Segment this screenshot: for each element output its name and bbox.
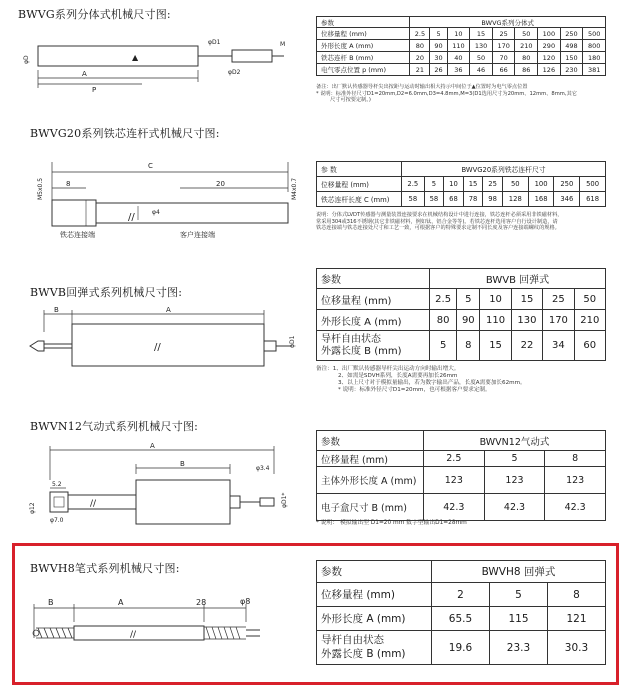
table-row: 电子盒尺寸 B (mm) 42.3 42.3 42.3 — [317, 494, 606, 521]
bwvn12-dia-12: φ12 — [29, 502, 36, 514]
bwvg-section-title: BWVG系列分体式机械尺寸图: — [18, 8, 171, 21]
table-row: 铁芯连杆 B (mm) 20 30 40 50 70 80 120 150 180 — [317, 52, 606, 64]
table-header-model: BWVN12气动式 — [424, 431, 606, 451]
table-row: 外形长度 A (mm) 80 90 110 130 170 210 — [317, 310, 606, 331]
table-header-param: 参数 — [317, 431, 424, 451]
bwvn12-tube — [68, 495, 136, 509]
table-row: 电气零点位置 p (mm) 21 26 36 46 66 86 126 230 381 — [317, 64, 606, 76]
table-row: 导杆自由状态 外露长度 B (mm) 19.6 23.3 30.3 — [317, 631, 606, 665]
bwvn12-dia-34: φ3.4 — [256, 465, 270, 472]
svg-text://: // — [128, 212, 135, 223]
svg-text://: // — [154, 342, 161, 353]
bwvb-spec-table — [316, 268, 606, 361]
bwvb-body — [72, 324, 264, 366]
bwvn12-dim-52: 5.2 — [52, 481, 62, 488]
table-row: 位移量程 (mm) 2 5 8 — [317, 583, 606, 607]
bwvb-section-title: BWVB回弹式系列机械尺寸图: — [30, 286, 183, 299]
table-row: 铁芯连杆长度 C (mm) 58 58 68 78 98 128 168 346 618 — [317, 192, 606, 207]
bwvh8-cable-spring — [204, 627, 246, 639]
bwvn12-dim-a: A — [150, 442, 155, 450]
bwvb-dia-d1: φD1 — [289, 335, 296, 348]
bwvg-dim-d: φD — [23, 55, 30, 64]
svg-text://: // — [130, 630, 137, 640]
bwvb-tip — [30, 341, 44, 351]
table-row: 位移量程 (mm) 2.5 5 10 15 25 50 — [317, 289, 606, 310]
svg-text://: // — [90, 499, 97, 509]
table-row: 位移量程 (mm) 2.5 5 10 15 25 50 100 250 500 — [317, 28, 606, 40]
table-header-param: 参 数 — [317, 162, 402, 177]
bwvh8-dia-8: φ8 — [240, 597, 251, 606]
bwvg20-dim-8: 8 — [66, 180, 71, 188]
svg-text:▲: ▲ — [132, 53, 139, 62]
bwvg-spec-table — [316, 16, 606, 76]
table-header-model: BWVH8 回弹式 — [432, 561, 606, 583]
table-header-param: 参数 — [317, 561, 432, 583]
table-row: 位移量程 (mm) 2.5 5 10 15 25 50 100 250 500 — [317, 177, 606, 192]
bwvg20-dim-20: 20 — [216, 180, 225, 188]
bwvb-dim-a: A — [166, 306, 171, 314]
bwvg20-thread-right: M4x0.7 — [291, 177, 298, 200]
table-header-model: BWVB 回弹式 — [430, 269, 606, 289]
bwvb-notes: 备注：1、出厂默认传感器导杆尖出运动方向时输出增大。 2、如需是SDVH系列，长度A需要再加长26mm 3、以上尺寸对于模拟量输出，若为数字输出产品，长度A需要加长62mm。 * 说明：标准外径尺寸D1=20mm，也可根据客户要求定制。 — [316, 366, 526, 393]
bwvg-body — [38, 46, 198, 66]
bwvb-drawing — [26, 306, 306, 368]
bwvg20-dia-4: φ4 — [152, 209, 160, 216]
bwvn12-section-title: BWVN12气动式系列机械尺寸图: — [30, 420, 199, 433]
bwvn12-dim-b: B — [180, 460, 185, 468]
bwvg-dim-d1: φD1 — [208, 39, 221, 46]
bwvn12-spec-table — [316, 430, 606, 521]
bwvg20-section-title: BWVG20系列铁芯连杆式机械尺寸图: — [30, 127, 220, 140]
bwvg-notes: 备注：出厂默认传感器导杆尖出按距与运动时输出相大持示中间位于▲位置时为电气零点位置 * 说明：标准外径尺寸D1=20mm,D2=6.0mm,D3=4.8mm,M=3(D1选用尺寸为20mm、12mm、8mm,其它 尺寸可按要定制。) — [316, 84, 577, 103]
table-header-param: 参数 — [317, 17, 410, 28]
bwvh8-dim-28: 28 — [196, 598, 207, 607]
bwvg20-thread-left: M5x0.5 — [37, 177, 44, 200]
bwvn12-dia-7: φ7.0 — [50, 517, 64, 524]
bwvn12-tip — [50, 492, 68, 512]
bwvg-core — [232, 50, 272, 62]
bwvh8-spec-table — [316, 560, 606, 665]
table-header-model: BWVG20系列铁芯连杆尺寸 — [402, 162, 606, 177]
bwvb-dim-b: B — [54, 306, 59, 314]
table-row: 主体外形长度 A (mm) 123 123 123 — [317, 467, 606, 494]
bwvn12-body — [136, 480, 230, 524]
bwvg20-rod — [96, 203, 288, 223]
bwvh8-dim-b: B — [48, 598, 54, 607]
table-row: 位移量程 (mm) 2.5 5 8 — [317, 451, 606, 467]
bwvn12-drawing — [30, 440, 310, 530]
bwvg-dim-d2: φD2 — [228, 69, 241, 76]
table-row: 外形长度 A (mm) 80 90 110 130 170 210 290 498 800 — [317, 40, 606, 52]
bwvg-dim-p: P — [92, 86, 97, 94]
bwvg20-drawing — [37, 148, 302, 240]
table-row: 导杆自由状态 外露长度 B (mm) 5 8 15 22 34 60 — [317, 331, 606, 361]
bwvn12-dia-d1: φD1* — [281, 492, 288, 508]
bwvh8-dim-a: A — [118, 598, 124, 607]
bwvh8-body — [74, 626, 204, 640]
bwvg-dim-m: M — [280, 41, 286, 48]
bwvn12-notes: * 说明： 模拟输出型 D1=20 mm 数字型输出D1=28mm — [316, 520, 467, 526]
table-header-model: BWVG系列分体式 — [410, 17, 606, 28]
bwvg-drawing — [22, 26, 312, 96]
table-header-param: 参数 — [317, 269, 430, 289]
table-row: 外形长度 A (mm) 65.5 115 121 — [317, 607, 606, 631]
bwvg20-core-end — [52, 200, 96, 226]
bwvh8-section-title: BWVH8笔式系列机械尺寸图: — [30, 562, 180, 575]
bwvh8-drawing — [34, 594, 274, 654]
bwvh8-thread — [33, 628, 74, 638]
bwvg20-notes: 说明：分体式LVDT传感器与测量装置连接要求在机械结构设计中进行连接，铁芯连杆必须采用非铁磁材料， 常采用304或316不锈钢(其它非铁磁材料，例如钛，铝合金等等)。若铁芯连杆选用客户自行设计制造，请 铁芯连接端与铁芯连接处尺寸和工艺一致，可根据客户的特殊要求定制不同长度及客户连接端螺纹的规格。 — [316, 212, 563, 231]
bwvg20-dim-c: C — [148, 162, 153, 170]
bwvg20-spec-table — [316, 161, 606, 207]
bwvg20-label-core: 铁芯连接端 — [60, 231, 95, 239]
bwvg-dim-a: A — [82, 70, 87, 78]
bwvg20-label-customer: 客户连接端 — [180, 231, 215, 239]
